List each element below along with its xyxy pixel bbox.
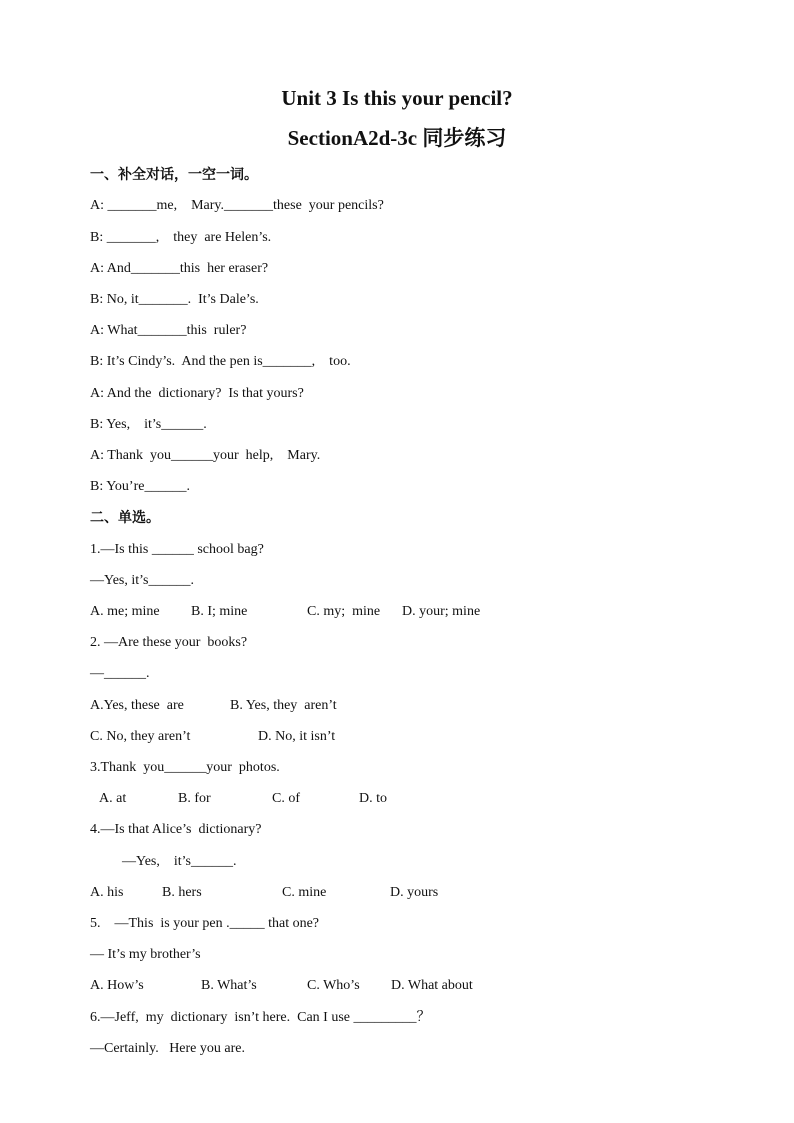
q6-stem: 6.—Jeff, my dictionary isn’t here. Can I use _________？: [90, 1010, 431, 1025]
q2-option-c: C. No, they aren’t: [90, 729, 191, 744]
q4-option-d: D. yours: [390, 885, 439, 900]
subtitle-chinese: 同步练习: [422, 126, 507, 150]
dialogue-line-2: B: _______, they are Helen’s.: [90, 230, 272, 245]
q4-stem: 4.—Is that Alice’s dictionary?: [90, 822, 262, 837]
q1-option-c: C. my; mine: [307, 604, 381, 619]
q3-option-a: A. at: [99, 791, 127, 806]
page-title: Unit 3 Is this your pencil?: [281, 86, 513, 110]
q5-option-b: B. What’s: [201, 978, 257, 993]
q1-option-b: B. I; mine: [191, 604, 248, 619]
dialogue-line-3: A: And_______this her eraser?: [90, 261, 269, 276]
dialogue-line-10: B: You’re______.: [90, 479, 190, 494]
q2-answer: —______.: [90, 666, 150, 681]
section-2-heading: 二、单选。: [90, 510, 160, 526]
q1-stem: 1.—Is this ______ school bag?: [90, 542, 264, 557]
q3-option-b: B. for: [178, 791, 211, 806]
page-subtitle: [0, 126, 794, 150]
q5-option-a: A. How’s: [90, 978, 144, 993]
dialogue-line-1: A: _______me, Mary._______these your pencils?: [90, 198, 384, 213]
q4-option-c: C. mine: [282, 885, 327, 900]
q1-option-a: A. me; mine: [90, 604, 160, 619]
q2-option-d: D. No, it isn’t: [258, 729, 336, 744]
q2-stem: 2. —Are these your books?: [90, 635, 248, 650]
q5-stem: 5. —This is your pen ._____ that one?: [90, 916, 320, 931]
dialogue-line-6: B: It’s Cindy’s. And the pen is_______, too.: [90, 354, 351, 369]
section-1-heading: 一、补全对话，一空一词。: [90, 167, 258, 183]
dialogue-line-9: A: Thank you______your help, Mary.: [90, 448, 321, 463]
q3-option-c: C. of: [272, 791, 300, 806]
q5-answer: — It’s my brother’s: [90, 947, 201, 962]
subtitle-english: SectionA2d-3c: [287, 126, 423, 150]
q2-option-b: B. Yes, they aren’t: [230, 698, 337, 713]
q3-stem: 3.Thank you______your photos.: [90, 760, 280, 775]
q1-answer: —Yes, it’s______.: [90, 573, 194, 588]
dialogue-line-5: A: What_______this ruler?: [90, 323, 247, 338]
q4-answer: —Yes, it’s______.: [122, 854, 237, 869]
dialogue-line-4: B: No, it_______. It’s Dale’s.: [90, 292, 259, 307]
q4-option-a: A. his: [90, 885, 124, 900]
dialogue-line-7: A: And the dictionary? Is that yours?: [90, 386, 304, 401]
q1-option-d: D. your; mine: [402, 604, 481, 619]
q4-option-b: B. hers: [162, 885, 202, 900]
dialogue-line-8: B: Yes, it’s______.: [90, 417, 207, 432]
q2-option-a: A.Yes, these are: [90, 698, 184, 713]
q5-option-c: C. Who’s: [307, 978, 360, 993]
q5-option-d: D. What about: [391, 978, 473, 993]
q6-answer: —Certainly. Here you are.: [90, 1041, 245, 1056]
q3-option-d: D. to: [359, 791, 387, 806]
